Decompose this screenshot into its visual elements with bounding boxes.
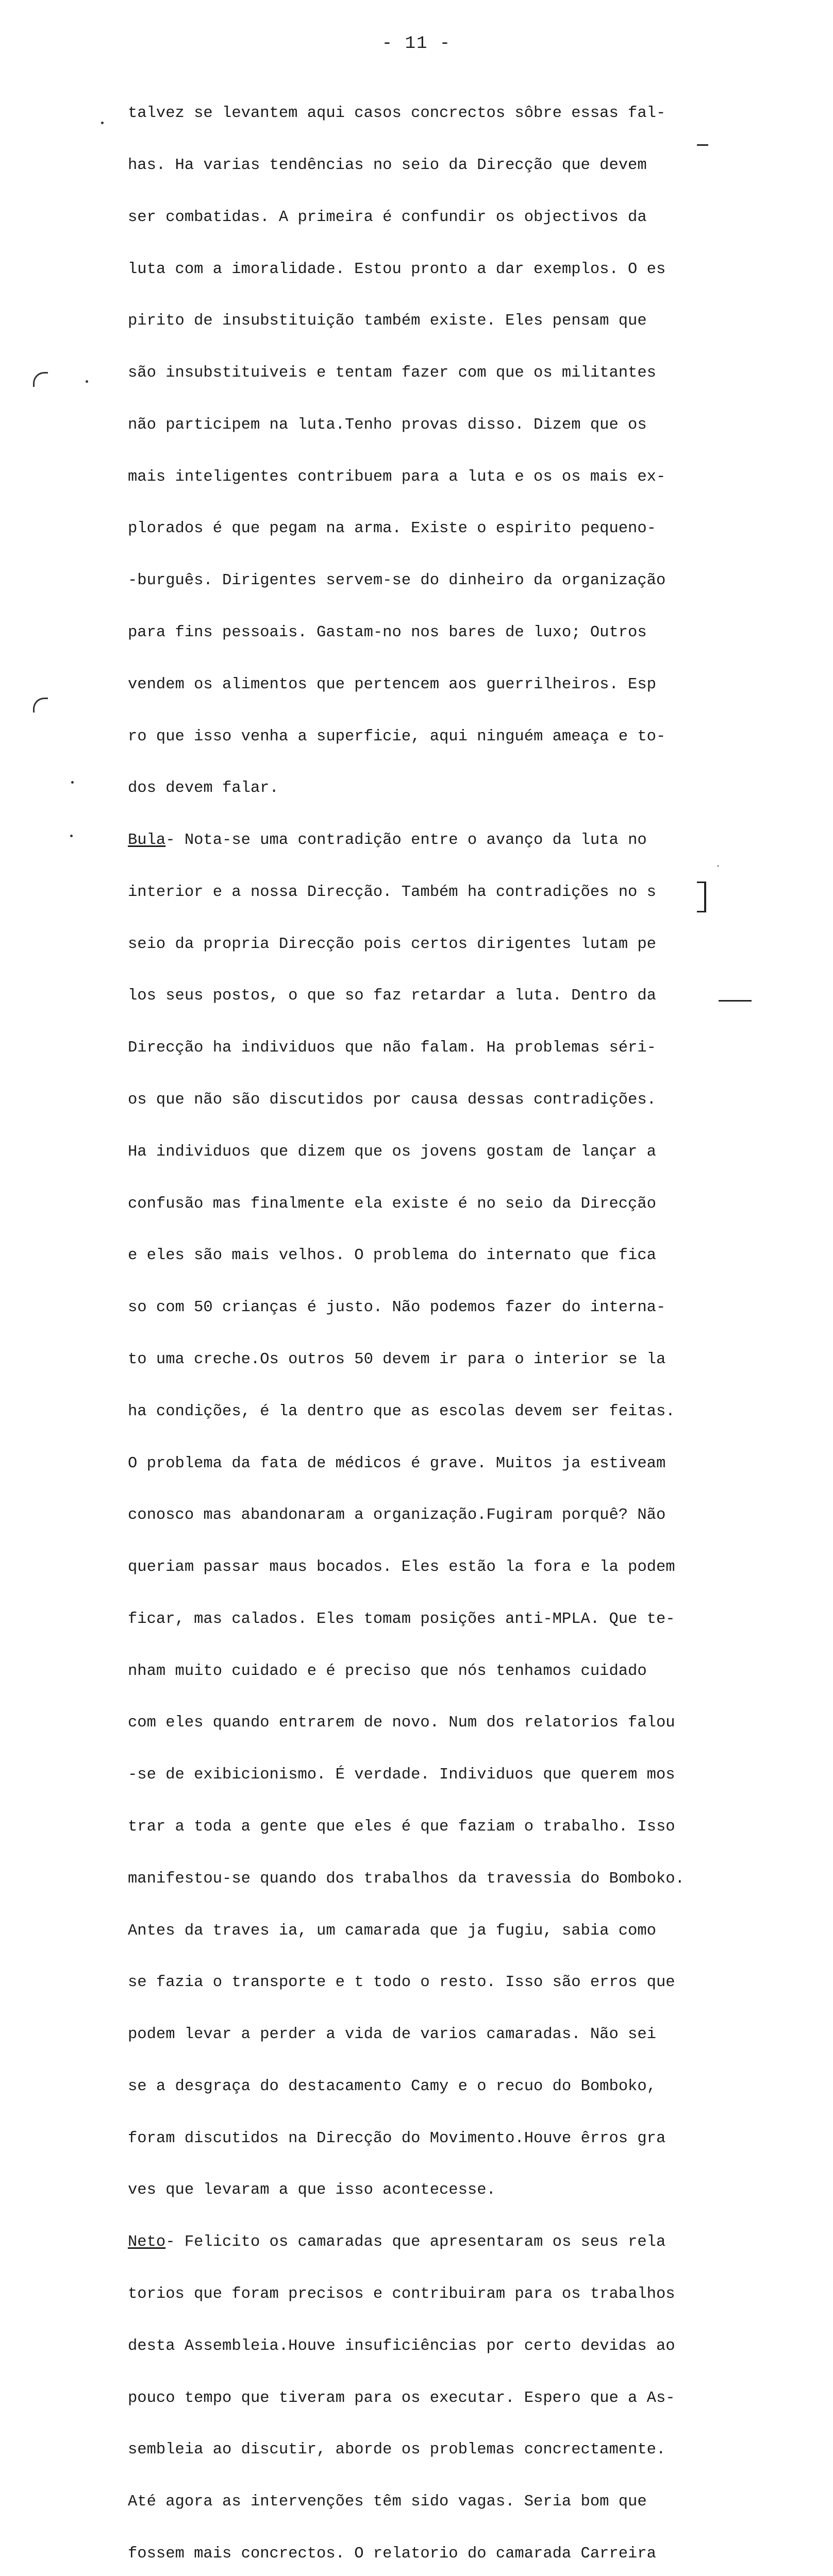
margin-dot [71, 781, 74, 784]
text-line: -se de exibicionismo. É verdade. Individuos que querem mos [128, 1766, 675, 1784]
text-line: não participem na luta.Tenho provas disso. Dizem que os [128, 416, 647, 434]
text-line: se a desgraça do destacamento Camy e o recuo do Bomboko, [128, 2077, 656, 2095]
margin-dot [101, 122, 104, 124]
text-line: são insubstituiveis e tentam fazer com que os militantes [128, 364, 656, 382]
text-line: podem levar a perder a vida de varios camaradas. Não sei [128, 2026, 656, 2044]
text-line: Antes da traves ia, um camarada que ja fugiu, sabia como [128, 1922, 656, 1940]
text-line: ser combatidas. A primeira é confundir os objectivos da [128, 208, 647, 226]
text-line: -burguês. Dirigentes servem-se do dinheiro da organização [128, 572, 666, 590]
text-line: talvez se levantem aqui casos concrectos sôbre essas fal- [128, 105, 666, 123]
text-line: O problema da fata de médicos é grave. Muitos ja estiveam [128, 1454, 666, 1472]
speaker-name: Neto [128, 2233, 166, 2251]
speaker-line-bula: Bula- Nota-se uma contradição entre o avanço da luta no [128, 832, 647, 850]
text-line: luta com a imoralidade. Estou pronto a dar exemplos. O es [128, 260, 666, 278]
text-line: interior e a nossa Direcção. Também ha contradições no s [128, 883, 656, 901]
text-line: manifestou-se quando dos trabalhos da travessia do Bomboko. [128, 1870, 685, 1888]
text-line: confusão mas finalmente ela existe é no seio da Direcção [128, 1195, 656, 1213]
text-line: so com 50 crianças é justo. Não podemos fazer do interna- [128, 1299, 666, 1317]
margin-rule [719, 1000, 752, 1002]
speaker-name: Bula [128, 832, 166, 850]
text-line: pirito de insubstituição também existe. Eles pensam que [128, 312, 647, 330]
margin-rule [718, 866, 719, 867]
text-line: ro que isso venha a superficie, aqui ninguém ameaça e to- [128, 727, 666, 745]
text-line: e eles são mais velhos. O problema do internato que fica [128, 1247, 656, 1265]
text-line: desta Assembleia.Houve insuficiências por certo devidas ao [128, 2337, 675, 2355]
text-line: plorados é que pegam na arma. Existe o espirito pequeno- [128, 520, 656, 538]
text-line: has. Ha varias tendências no seio da Direcção que devem [128, 156, 647, 174]
text-line: seio da propria Direcção pois certos dirigentes lutam pe [128, 935, 656, 953]
text-line: conosco mas abandonaram a organização.Fugiram porquê? Não [128, 1506, 666, 1524]
text-line: Direcção ha individuos que não falam. Ha problemas séri- [128, 1039, 656, 1057]
text-line: vendem os alimentos que pertencem aos guerrilheiros. Esp [128, 675, 656, 693]
margin-bracket [697, 882, 706, 912]
text-line: torios que foram precisos e contribuiram para os trabalhos [128, 2285, 675, 2303]
margin-dot [86, 380, 88, 383]
text-line: Até agora as intervenções têm sido vagas. Seria bom que [128, 2493, 647, 2511]
text-line: los seus postos, o que so faz retardar a luta. Dentro da [128, 987, 656, 1005]
margin-mark-arc [33, 698, 48, 713]
text-line: ha condições, é la dentro que as escolas devem ser feitas. [128, 1402, 675, 1420]
page-number: - 11 - [381, 34, 452, 54]
text-line: sembleia ao discutir, aborde os problemas concrectamente. [128, 2441, 666, 2459]
text-line: para fins pessoais. Gastam-no nos bares de luxo; Outros [128, 624, 647, 641]
speaker-line-neto: Neto- Felicito os camaradas que apresentaram os seus rela [128, 2233, 666, 2251]
text-line: ficar, mas calados. Eles tomam posições anti-MPLA. Que te- [128, 1610, 675, 1628]
margin-rule [697, 144, 708, 146]
text-line: se fazia o transporte e t todo o resto. Isso são erros que [128, 1974, 675, 1992]
text-line: dos devem falar. [128, 779, 279, 798]
text-line: foram discutidos na Direcção do Movimento.Houve êrros gra [128, 2129, 666, 2147]
text-line: ves que levaram a que isso acontecesse. [128, 2181, 496, 2199]
text-line: nham muito cuidado e é preciso que nós tenhamos cuidado [128, 1662, 647, 1680]
margin-mark-arc [33, 372, 48, 387]
margin-dot [70, 835, 73, 837]
text-line: fossem mais concrectos. O relatorio do camarada Carreira [128, 2545, 656, 2563]
text-line: to uma creche.Os outros 50 devem ir para o interior se la [128, 1350, 666, 1368]
text-line: com eles quando entrarem de novo. Num dos relatorios falou [128, 1714, 675, 1732]
typewritten-body [128, 71, 715, 2576]
text-line: mais inteligentes contribuem para a luta e os os mais ex- [128, 468, 666, 486]
text-line: trar a toda a gente que eles é que faziam o trabalho. Isso [128, 1818, 675, 1836]
text-line: pouco tempo que tiveram para os executar. Espero que a As- [128, 2389, 675, 2407]
text-line: Ha individuos que dizem que os jovens gostam de lançar a [128, 1143, 656, 1161]
text-line: os que não são discutidos por causa dessas contradições. [128, 1091, 656, 1109]
text-line: queriam passar maus bocados. Eles estão la fora e la podem [128, 1558, 675, 1577]
